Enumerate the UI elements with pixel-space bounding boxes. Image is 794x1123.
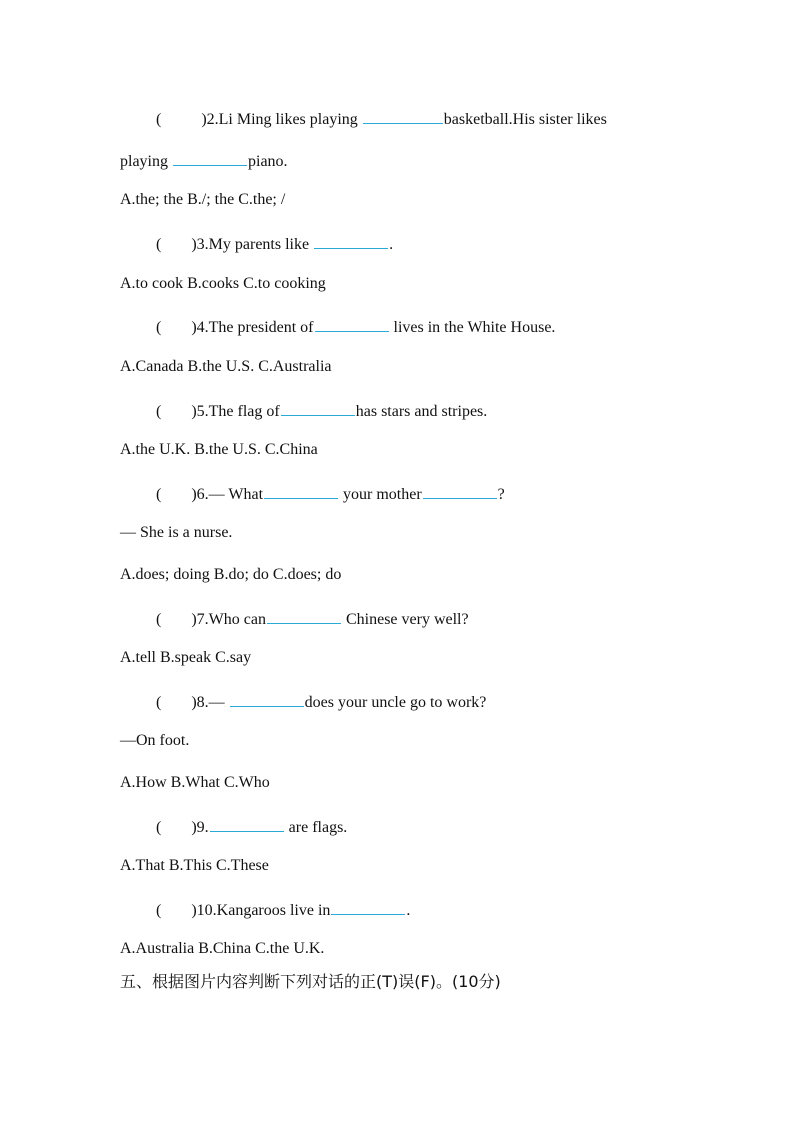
blank[interactable]: [210, 815, 284, 832]
question-6-answer-line: — She is a nurse.: [120, 524, 233, 541]
open-paren: (: [156, 902, 162, 919]
question-4-options: A.Canada B.the U.S. C.Australia: [120, 358, 332, 375]
blank[interactable]: [363, 107, 443, 124]
question-8-stem: ( )8.— does your uncle go to work?: [156, 690, 486, 713]
section-five-title: 五、根据图片内容判断下列对话的正(T)误(F)。(10分): [120, 972, 501, 991]
question-6-options: A.does; doing B.do; do C.does; do: [120, 566, 342, 583]
question-8-answer-line: —On foot.: [120, 732, 190, 749]
open-paren: (: [156, 403, 162, 420]
blank[interactable]: [331, 898, 405, 915]
question-5-stem: ( )5.The flag of has stars and stripes.: [156, 399, 487, 422]
question-3-options: A.to cook B.cooks C.to cooking: [120, 275, 326, 292]
question-5-options: A.the U.K. B.the U.S. C.China: [120, 441, 318, 458]
question-3-stem: ( )3.My parents like .: [156, 232, 393, 255]
blank[interactable]: [423, 482, 497, 499]
question-4-stem: ( )4.The president of lives in the White House.: [156, 315, 555, 338]
question-6-stem: ( )6.— What your mother ?: [156, 482, 505, 505]
question-9-stem: ( )9. are flags.: [156, 815, 347, 838]
blank[interactable]: [281, 399, 355, 416]
question-9-options: A.That B.This C.These: [120, 857, 269, 874]
open-paren: (: [156, 819, 162, 836]
blank[interactable]: [264, 482, 338, 499]
open-paren: (: [156, 486, 162, 503]
question-10-stem: ( )10.Kangaroos live in .: [156, 898, 410, 921]
question-7-stem: ( )7.Who can Chinese very well?: [156, 607, 469, 630]
question-10-options: A.Australia B.China C.the U.K.: [120, 940, 325, 957]
open-paren: (: [156, 611, 162, 628]
blank[interactable]: [267, 607, 341, 624]
open-paren: (: [156, 111, 162, 128]
blank[interactable]: [315, 315, 389, 332]
question-2-options: A.the; the B./; the C.the; /: [120, 191, 286, 208]
question-7-options: A.tell B.speak C.say: [120, 649, 252, 666]
blank[interactable]: [173, 149, 247, 166]
open-paren: (: [156, 319, 162, 336]
blank[interactable]: [230, 690, 304, 707]
open-paren: (: [156, 694, 162, 711]
question-2-stem-cont: playing piano.: [120, 149, 288, 172]
open-paren: (: [156, 236, 162, 253]
blank[interactable]: [314, 232, 388, 249]
question-2-stem: ( )2.Li Ming likes playing basketball.His sister likes: [156, 107, 607, 130]
question-8-options: A.How B.What C.Who: [120, 774, 270, 791]
